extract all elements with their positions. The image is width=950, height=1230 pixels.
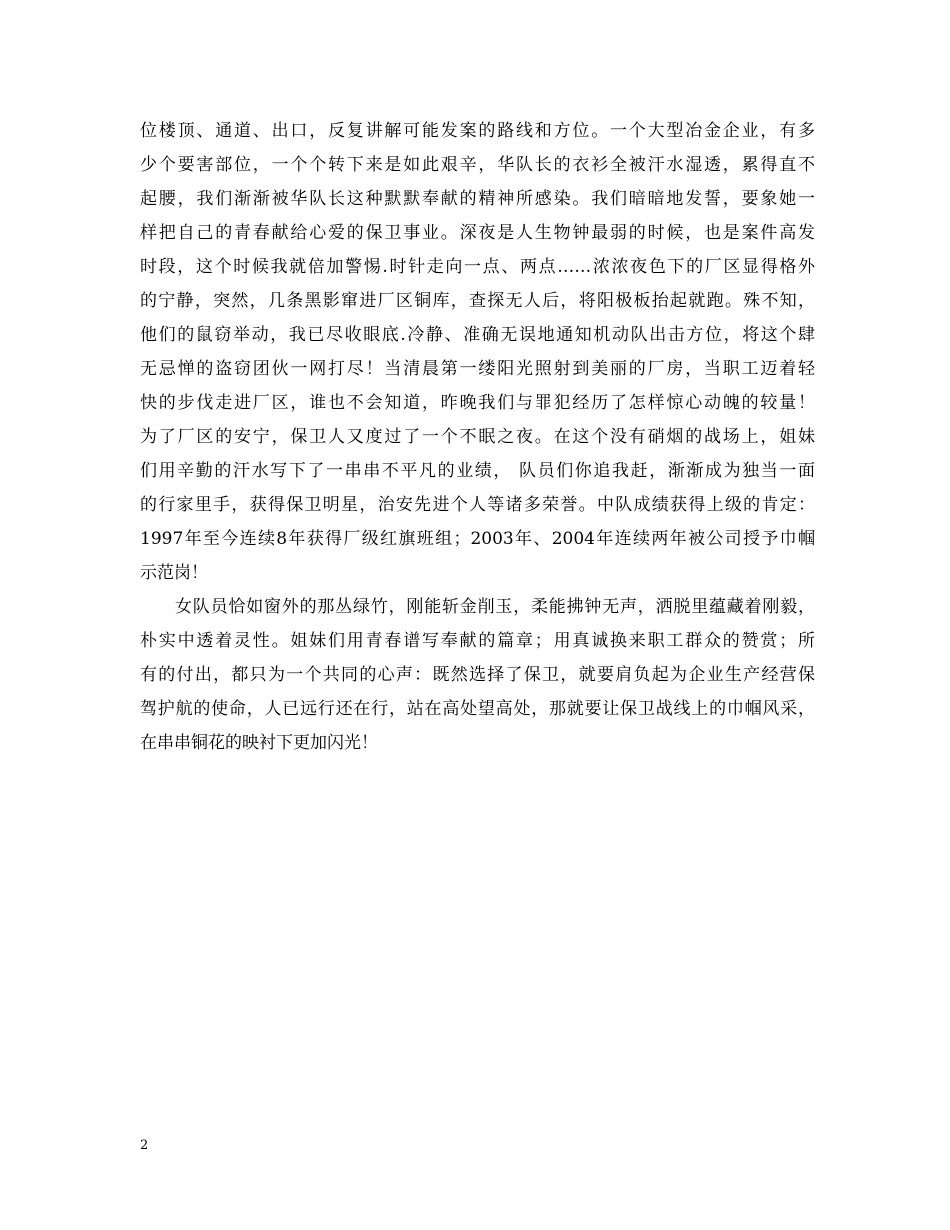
text-line: 位楼顶、通道、出口，反复讲解可能发案的路线和方位。一个大型冶金企业，有多: [140, 121, 815, 141]
text-line: 起腰，我们渐渐被华队长这种默默奉献的精神所感染。我们暗暗地发誓，要象她一: [140, 189, 815, 209]
text-line: 们用辛勤的汗水写下了一串串不平凡的业绩， 队员们你追我赶，渐渐成为独当一面: [140, 461, 815, 481]
text-line: 女队员恰如窗外的那丛绿竹，刚能斩金削玉，柔能拂钟无声，洒脱里蕴藏着刚毅，: [175, 597, 815, 617]
text-line: 他们的鼠窃举动，我已尽收眼底.冷静、准确无误地通知机动队出击方位，将这个肆: [140, 325, 815, 345]
page-number: 2: [140, 1138, 149, 1153]
text-line: 时段，这个时候我就倍加警惕.时针走向一点、两点……浓浓夜色下的厂区显得格外: [140, 257, 815, 277]
text-line: 朴实中透着灵性。姐妹们用青春谱写奉献的篇章；用真诚换来职工群众的赞赏；所: [140, 631, 815, 651]
text-line: 示范岗！: [140, 563, 208, 583]
text-line: 快的步伐走进厂区，谁也不会知道，昨晚我们与罪犯经历了怎样惊心动魄的较量！: [140, 393, 815, 413]
text-line: 样把自己的青春献给心爱的保卫事业。深夜是人生物钟最弱的时候，也是案件高发: [140, 223, 815, 243]
text-line: 1997年至今连续8年获得厂级红旗班组；2003年、2004年连续两年被公司授予巾帼: [140, 529, 815, 549]
text-line: 为了厂区的安宁，保卫人又度过了一个不眠之夜。在这个没有硝烟的战场上，姐妹: [140, 427, 815, 447]
text-line: 少个要害部位，一个个转下来是如此艰辛，华队长的衣衫全被汗水湿透，累得直不: [140, 155, 815, 175]
text-line: 的宁静，突然，几条黑影窜进厂区铜库，查探无人后，将阳极板抬起就跑。殊不知，: [140, 291, 815, 311]
text-line: 无忌惮的盗窃团伙一网打尽！当清晨第一缕阳光照射到美丽的厂房，当职工迈着轻: [140, 359, 815, 379]
text-line: 驾护航的使命，人已远行还在行，站在高处望高处，那就要让保卫战线上的巾帼风采，: [140, 699, 815, 719]
text-line: 在串串铜花的映衬下更加闪光！: [140, 733, 378, 753]
text-line: 的行家里手，获得保卫明星，治安先进个人等诸多荣誉。中队成绩获得上级的肯定：: [140, 495, 815, 515]
text-line: 有的付出，都只为一个共同的心声：既然选择了保卫，就要肩负起为企业生产经营保: [140, 665, 815, 685]
